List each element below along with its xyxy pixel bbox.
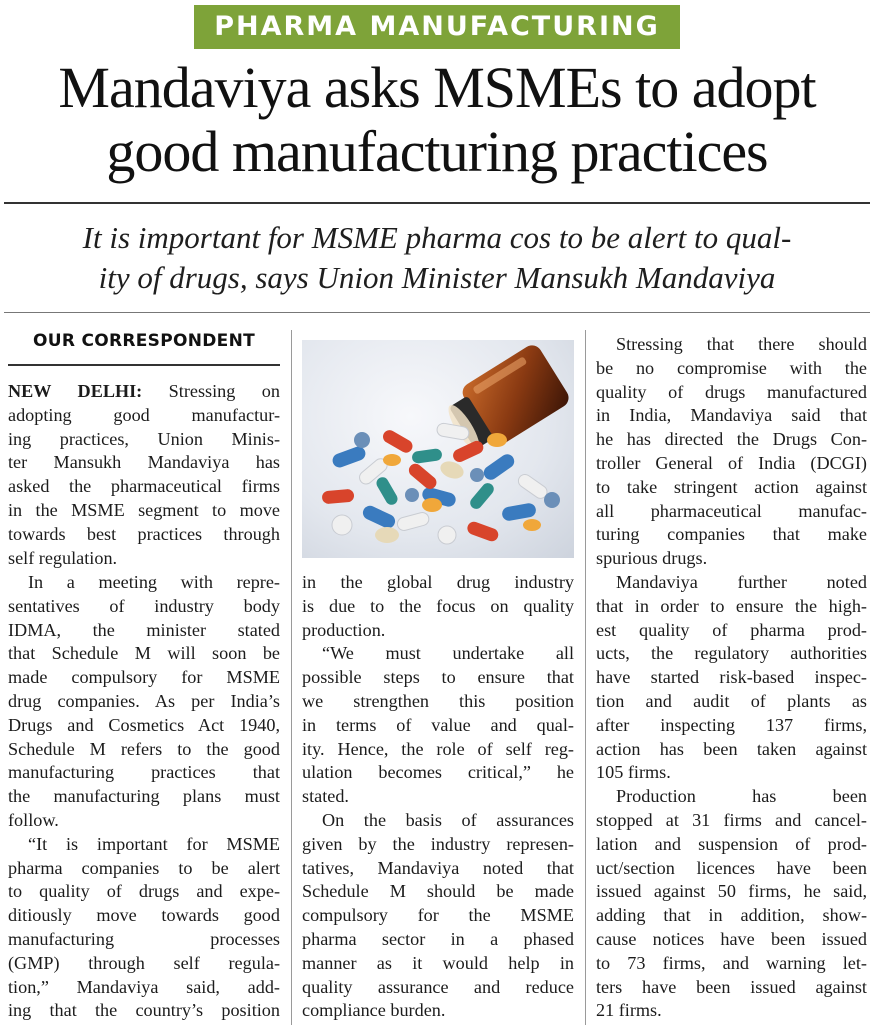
text-line: 21 firms.	[596, 1000, 662, 1021]
deck-rule	[4, 312, 870, 313]
text-line: issued against 50 firms, he said,	[596, 881, 867, 902]
text-line: On the basis of assurances	[322, 809, 574, 830]
text-line: est quality of pharma prod-	[596, 619, 867, 640]
text-line: sentatives of industry body	[8, 595, 280, 616]
section-kicker-wrap	[0, 5, 874, 49]
text-line: to quality of drugs and expe-	[8, 881, 280, 902]
text-line: Mandaviya further noted	[616, 571, 867, 592]
text-line: towards best practices through	[8, 523, 280, 544]
text-line: that in order to ensure the high-	[596, 595, 867, 616]
text-line: in India, Mandaviya said that	[596, 405, 867, 426]
text-line: IDMA, the minister stated	[8, 619, 280, 640]
text-line: ity. Hence, the role of self reg-	[302, 738, 574, 759]
text-line: in terms of value and qual-	[302, 714, 574, 735]
text-line: Schedule M refers to the good	[8, 738, 280, 759]
deck-subheadline	[0, 218, 874, 298]
text-line: ters have been issued against	[596, 976, 867, 997]
photo-illustration	[302, 340, 574, 558]
text-line: lation and suspension of prod-	[596, 833, 867, 854]
text-line: compliance burden.	[302, 1000, 446, 1021]
text-line: quality assurance and reduce	[302, 976, 574, 997]
byline: OUR CORRESPONDENT	[32, 331, 256, 351]
text-line: given by the industry represen-	[302, 833, 574, 854]
text-line: after inspecting 137 firms,	[596, 714, 867, 735]
text-line: he has directed the Drugs Con-	[596, 429, 867, 450]
column-rule-2	[585, 330, 586, 1025]
text-line: ing that the country’s position	[8, 1000, 280, 1021]
dateline: NEW DELHI:	[8, 381, 143, 401]
article-column-1-bottom	[8, 571, 280, 1023]
text-line: In a meeting with repre-	[28, 572, 280, 592]
deck-line-1: It is important for MSME pharma cos to be alert to qual-	[82, 220, 792, 255]
text-line: “It is important for MSME	[28, 833, 280, 854]
text-line: adopting good manufactur-	[8, 404, 280, 425]
text-line: follow.	[8, 809, 59, 830]
headline-line-1: Mandaviya asks MSMEs to adopt	[58, 55, 816, 120]
text-line-content: Stressing on	[168, 381, 280, 401]
text-line: drug companies. As per India’s	[8, 690, 280, 711]
text-line: manufacturing processes	[8, 928, 280, 949]
text-line: Production has been	[616, 786, 867, 807]
article-column-2	[302, 571, 574, 1023]
text-line: uct/section licences have been	[596, 857, 867, 878]
text-line: action has been taken against	[596, 738, 867, 759]
section-kicker: PHARMA MANUFACTURING	[194, 5, 680, 49]
text-line: ter Mansukh Mandaviya has	[8, 452, 280, 473]
text-line: made compulsory for MSME	[8, 667, 280, 688]
text-line: (GMP) through self regula-	[8, 952, 280, 973]
headline-line-2: good manufacturing practices	[106, 119, 768, 184]
column-rule-1	[291, 330, 292, 1025]
text-line: be no compromise with the	[596, 357, 867, 378]
text-line: ucts, the regulatory authorities	[596, 643, 867, 664]
deck-line-2: ity of drugs, says Union Minister Mansukh Mandaviya	[98, 260, 776, 295]
text-line: ditiously move towards good	[8, 905, 280, 926]
text-line: ing practices, Union Minis-	[8, 428, 280, 449]
text-line: 105 firms.	[596, 762, 671, 783]
text-line: Schedule M should be made	[302, 881, 574, 902]
text-line: in the global drug industry	[302, 572, 574, 592]
text-line: the manufacturing plans must	[8, 786, 280, 807]
text-line: tion,” Mandaviya said, add-	[8, 976, 280, 997]
headline	[0, 56, 874, 184]
text-line: self regulation.	[8, 547, 118, 568]
byline-rule	[8, 364, 280, 366]
text-line: to 73 firms, and warning let-	[596, 952, 867, 973]
text-line: quality of drugs manufactured	[596, 381, 867, 402]
text-line: tion and audit of plants as	[596, 690, 867, 711]
text-line: pharma sector in a phased	[302, 928, 574, 949]
text-line: manner as it would help in	[302, 952, 574, 973]
text-line: turing companies that make	[596, 524, 867, 545]
text-line: possible steps to ensure that	[302, 667, 574, 688]
article-column-1-top	[8, 380, 280, 570]
text-line: tatives, Mandaviya noted that	[302, 857, 574, 878]
pills-cluster-icon	[322, 422, 560, 544]
pills-and-bottle-photo	[302, 340, 574, 558]
text-line: that Schedule M will soon be	[8, 643, 280, 664]
article-column-3	[596, 333, 867, 1023]
text-line: we strengthen this position	[302, 690, 574, 711]
headline-rule	[4, 202, 870, 204]
text-line: Stressing that there should	[616, 334, 867, 354]
text-line: stopped at 31 firms and cancel-	[596, 809, 867, 830]
text-line: all pharmaceutical manufac-	[596, 500, 867, 521]
text-line: is due to the focus on quality	[302, 595, 574, 616]
text-line	[8, 380, 280, 404]
text-line: cause notices have been issued	[596, 928, 867, 949]
text-line: spurious drugs.	[596, 548, 708, 569]
text-line: to take stringent action against	[596, 476, 867, 497]
text-line: manufacturing practices that	[8, 762, 280, 783]
text-line: stated.	[302, 786, 349, 807]
text-line: ulation becomes critical,” he	[302, 762, 574, 783]
text-line: compulsory for the MSME	[302, 905, 574, 926]
text-line: have started risk-based inspec-	[596, 667, 867, 688]
text-line: asked the pharmaceutical firms	[8, 476, 280, 497]
text-line: in the MSME segment to move	[8, 499, 280, 520]
text-line: pharma companies to be alert	[8, 857, 280, 878]
text-line: Drugs and Cosmetics Act 1940,	[8, 714, 280, 735]
text-line: “We must undertake all	[322, 643, 574, 664]
text-line: troller General of India (DCGI)	[596, 452, 867, 473]
text-line: production.	[302, 619, 386, 640]
text-line: adding that in addition, show-	[596, 905, 867, 926]
